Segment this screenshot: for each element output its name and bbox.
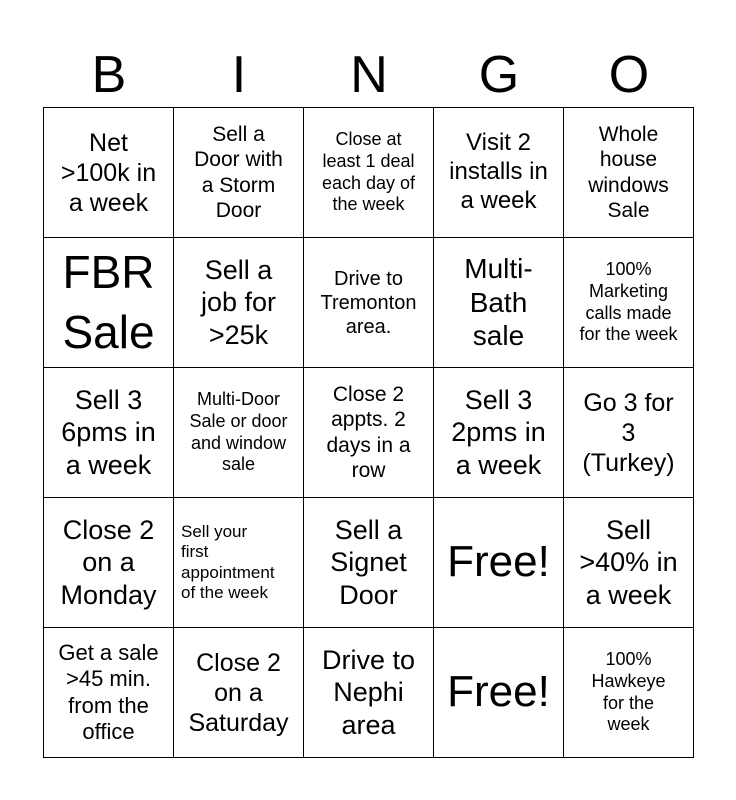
bingo-cell[interactable]: Sell >40% in a week bbox=[564, 498, 694, 628]
header-letter-n: N bbox=[350, 46, 388, 104]
bingo-cell[interactable]: Close 2 on a Monday bbox=[44, 498, 174, 628]
bingo-board bbox=[43, 107, 694, 758]
bingo-cell[interactable]: Close at least 1 deal each day of the week bbox=[304, 108, 434, 238]
bingo-cell[interactable]: 100% Marketing calls made for the week bbox=[564, 238, 694, 368]
header-letter-g: G bbox=[478, 46, 520, 104]
header-letter-i: I bbox=[231, 46, 247, 104]
bingo-cell[interactable]: Whole house windows Sale bbox=[564, 108, 694, 238]
bingo-cell[interactable]: Sell a Door with a Storm Door bbox=[174, 108, 304, 238]
bingo-cell[interactable]: Visit 2 installs in a week bbox=[434, 108, 564, 238]
bingo-cell[interactable]: Sell 3 6pms in a week bbox=[44, 368, 174, 498]
bingo-cell[interactable]: FBR Sale bbox=[44, 238, 174, 368]
header-letter-o: O bbox=[608, 46, 650, 104]
bingo-cell[interactable]: Get a sale >45 min. from the office bbox=[44, 628, 174, 758]
bingo-cell[interactable]: Multi- Bath sale bbox=[434, 238, 564, 368]
bingo-cell-free[interactable]: Free! bbox=[434, 498, 564, 628]
bingo-cell[interactable]: Close 2 on a Saturday bbox=[174, 628, 304, 758]
bingo-cell[interactable]: Go 3 for 3 (Turkey) bbox=[564, 368, 694, 498]
bingo-cell[interactable]: Close 2 appts. 2 days in a row bbox=[304, 368, 434, 498]
bingo-cell[interactable]: Sell 3 2pms in a week bbox=[434, 368, 564, 498]
bingo-cell[interactable]: 100% Hawkeye for the week bbox=[564, 628, 694, 758]
bingo-cell[interactable]: Sell a job for >25k bbox=[174, 238, 304, 368]
bingo-cell[interactable]: Net >100k in a week bbox=[44, 108, 174, 238]
bingo-cell-free[interactable]: Free! bbox=[434, 628, 564, 758]
header-letter-b: B bbox=[91, 46, 127, 104]
bingo-cell[interactable]: Drive to Nephi area bbox=[304, 628, 434, 758]
bingo-cell[interactable]: Multi-Door Sale or door and window sale bbox=[174, 368, 304, 498]
bingo-cell[interactable]: Sell your first appointment of the week bbox=[174, 498, 304, 628]
bingo-cell[interactable]: Sell a Signet Door bbox=[304, 498, 434, 628]
bingo-cell[interactable]: Drive to Tremonton area. bbox=[304, 238, 434, 368]
bingo-header bbox=[44, 42, 694, 108]
